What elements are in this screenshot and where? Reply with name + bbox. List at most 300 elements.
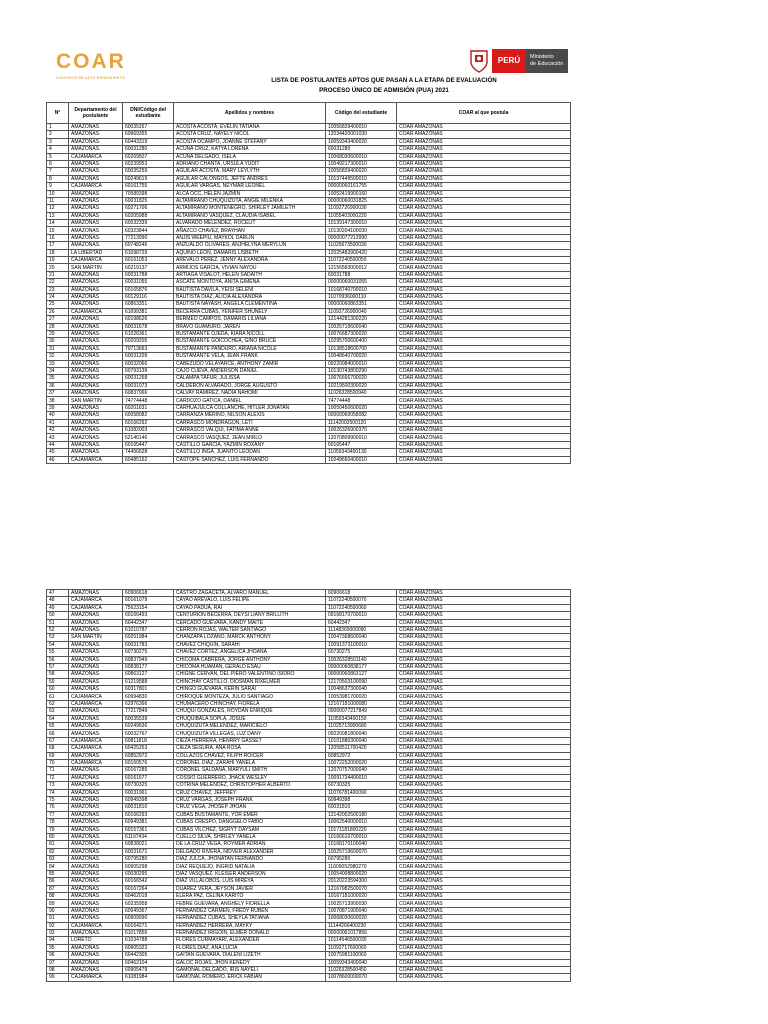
cell-department: AMAZONAS (69, 412, 123, 419)
cell-coar: COAR AMAZONAS (397, 663, 571, 670)
cell-department: AMAZONAS (69, 848, 123, 855)
cell-department: AMAZONAS (69, 686, 123, 693)
cell-coar: COAR AMAZONAS (397, 745, 571, 752)
cell-full-name: CAYAO AREVALO, LUIS FELIPE (174, 597, 326, 604)
cell-coar: COAR AMAZONAS (397, 397, 571, 404)
table-row (47, 922, 571, 929)
table-row (47, 160, 571, 167)
cell-student-code: 60442347 (326, 619, 397, 626)
cell-department: CAJAMARCA (69, 597, 123, 604)
cell-student-code: 11072240500050 (326, 257, 397, 264)
cell-coar: COAR AMAZONAS (397, 146, 571, 153)
cell-department: AMAZONAS (69, 870, 123, 877)
cell-full-name: COTRINA MELENDEZ, CHRISTOPHER ALBERTO (174, 782, 326, 789)
cell-student-code: 10050450600020 (326, 404, 397, 411)
cell-department: AMAZONAS (69, 952, 123, 959)
cell-department: CAJAMARCA (69, 974, 123, 981)
table-row (47, 367, 571, 374)
table-row (47, 656, 571, 663)
cell-full-name: DUAREZ VERA, JEYSON JAVIER (174, 885, 326, 892)
cell-dni: 60906618 (123, 590, 174, 597)
cell-department: AMAZONAS (69, 804, 123, 811)
cell-coar: COAR AMAZONAS (397, 205, 571, 212)
cell-full-name: DELGADO RIVERA, NIDVER ALEXANDER (174, 848, 326, 855)
cell-department: AMAZONAS (69, 612, 123, 619)
cell-student-code: 10130204100030 (326, 227, 397, 234)
cell-coar: COAR AMAZONAS (397, 590, 571, 597)
cell-dni: 60166292 (123, 419, 174, 426)
cell-department: AMAZONAS (69, 626, 123, 633)
cell-full-name: CARRASCO VASQUEZ, JEAN MIRLO (174, 434, 326, 441)
cell-department: AMAZONAS (69, 271, 123, 278)
cell-number: 27 (47, 316, 69, 323)
cell-student-code: 11142002500120 (326, 419, 397, 426)
cell-number: 98 (47, 966, 69, 973)
table-row (47, 974, 571, 981)
cell-full-name: ALTAMIRANO MONTENEGRO, SHIRLEY JAMILETH (174, 205, 326, 212)
cell-department: AMAZONAS (69, 826, 123, 833)
cell-department: AMAZONAS (69, 316, 123, 323)
cell-number: 67 (47, 737, 69, 744)
cell-department: CAJAMARCA (69, 153, 123, 160)
cell-number: 6 (47, 160, 69, 167)
cell-dni: 60032066 (123, 360, 174, 367)
cell-full-name: FLORES CURMAYARI, ALEXANDER (174, 937, 326, 944)
cell-number: 79 (47, 826, 69, 833)
cell-coar: COAR AMAZONAS (397, 330, 571, 337)
cell-dni: 77217849 (123, 708, 174, 715)
cell-department: AMAZONAS (69, 190, 123, 197)
cell-student-code: 10171181800220 (326, 826, 397, 833)
cell-dni: 77213990 (123, 234, 174, 241)
cell-department: CAJAMARCA (69, 456, 123, 463)
cell-dni: 60905298 (123, 863, 174, 870)
cell-dni: 75623154 (123, 604, 174, 611)
cell-department: SAN MARTIN (69, 634, 123, 641)
table-row (47, 663, 571, 670)
table-row (47, 345, 571, 352)
cell-department: CAJAMARCA (69, 700, 123, 707)
table-row (47, 929, 571, 936)
cell-student-code: 10091373100010 (326, 641, 397, 648)
cell-full-name: AREVALO PEREZ, JENNY ALEXANDRA (174, 257, 326, 264)
cell-full-name: BUSTAMANTE GOICOCHEA, GINO BRUCE (174, 338, 326, 345)
cell-full-name: CASTRO ZAGACETA, ALVARO MANUEL (174, 590, 326, 597)
cell-number: 88 (47, 893, 69, 900)
cell-number: 12 (47, 205, 69, 212)
cell-number: 5 (47, 153, 69, 160)
cell-full-name: GAMONAL ROMERO, ERICK FABIAN (174, 974, 326, 981)
cell-student-code: 10026326900370 (326, 427, 397, 434)
cell-dni: 61219588 (123, 678, 174, 685)
cell-department: AMAZONAS (69, 959, 123, 966)
cell-full-name: CAJO CUEVA, ANDERSON DANIEL (174, 367, 326, 374)
cell-dni: 60166493 (123, 612, 174, 619)
cell-student-code: 10295700600400 (326, 338, 397, 345)
ministry-name-line2: de Educación (530, 61, 564, 67)
cell-department: AMAZONAS (69, 900, 123, 907)
cell-student-code: 09168170700010 (326, 612, 397, 619)
cell-dni: 61017856 (123, 929, 174, 936)
cell-student-code: 20120223594300 (326, 878, 397, 885)
cell-full-name: BUSTAMANTE VELA, JEAN FRANK (174, 353, 326, 360)
cell-student-code: 11025673500030 (326, 242, 397, 249)
cell-coar: COAR AMAZONAS (397, 353, 571, 360)
cell-full-name: CARRASCO MONDRAGON, LETI (174, 419, 326, 426)
cell-student-code: 11148365000090 (326, 626, 397, 633)
cell-dni: 60031961 (123, 789, 174, 796)
table-row (47, 353, 571, 360)
cell-number: 4 (47, 146, 69, 153)
cell-student-code: 10056839400010 (326, 124, 397, 131)
cell-full-name: ACOSTA CRUZ, NAYELY NICOL (174, 131, 326, 138)
table-body-page2 (47, 590, 571, 982)
cell-full-name: CHICOMA CABRERA, JORGE ANTHONY (174, 656, 326, 663)
cell-student-code: 12167181000080 (326, 700, 397, 707)
cell-dni: 60166542 (123, 878, 174, 885)
table-row (47, 434, 571, 441)
cell-full-name: CIEZA SEGURA, ANA ROSA (174, 745, 326, 752)
cell-dni: 60198626 (123, 316, 174, 323)
table-row (47, 966, 571, 973)
cell-department: AMAZONAS (69, 619, 123, 626)
cell-full-name: AÑAZCO CHAVEZ, BRAYHAN (174, 227, 326, 234)
cell-coar: COAR AMAZONAS (397, 604, 571, 611)
cell-student-code: 10075981100060 (326, 952, 397, 959)
cell-number: 35 (47, 375, 69, 382)
table-row (47, 870, 571, 877)
cell-department: AMAZONAS (69, 419, 123, 426)
cell-department: AMAZONAS (69, 663, 123, 670)
cell-dni: 60462018 (123, 893, 174, 900)
cell-number: 52 (47, 626, 69, 633)
cell-dni: 60031671 (123, 848, 174, 855)
cell-full-name: AGUILAR ACOSTA, MARY LEYLYTH (174, 168, 326, 175)
cell-student-code: 12025483900420 (326, 249, 397, 256)
cell-student-code: 00000060058082 (326, 412, 397, 419)
cell-full-name: CHICOMA HUAMAN, GERALD ESAU (174, 663, 326, 670)
cell-number: 16 (47, 234, 69, 241)
cell-full-name: CALAMPA TAFUR, JULISSA (174, 375, 326, 382)
table-row (47, 634, 571, 641)
cell-full-name: ALVARADO MELENDEZ, ROCELIT (174, 220, 326, 227)
cell-coar: COAR AMAZONAS (397, 752, 571, 759)
cell-coar: COAR AMAZONAS (397, 715, 571, 722)
table-row (47, 937, 571, 944)
cell-coar: COAR AMAZONAS (397, 160, 571, 167)
cell-number: 69 (47, 752, 69, 759)
cell-dni: 60994830 (123, 693, 174, 700)
cell-number: 8 (47, 175, 69, 182)
cell-full-name: FERNANDEZ HERRERA, MAYKY (174, 922, 326, 929)
cell-coar: COAR AMAZONAS (397, 671, 571, 678)
cell-dni: 60205988 (123, 212, 174, 219)
cell-student-code: 00000060031055 (326, 279, 397, 286)
cell-coar: COAR AMAZONAS (397, 293, 571, 300)
table-row (47, 833, 571, 840)
cell-full-name: CRUZ CHAVEZ, JEFFREY (174, 789, 326, 796)
cell-student-code: 10025713900030 (326, 900, 397, 907)
cell-dni: 60269507 (123, 153, 174, 160)
cell-student-code: 11055403000220 (326, 212, 397, 219)
cell-student-code: 74774448 (326, 397, 397, 404)
title-line2: PROCESO ÚNICO DE ADMISIÓN (PUA) 2021 (319, 87, 449, 94)
cell-number: 3 (47, 138, 69, 145)
cell-full-name: CENTURION BECERRA, DEYSI LIANY BRILLITH (174, 612, 326, 619)
table-row (47, 441, 571, 448)
cell-dni: 60031678 (123, 323, 174, 330)
table-row (47, 863, 571, 870)
cell-dni: 60201631 (123, 404, 174, 411)
cell-full-name: CHUQUIZUTA MELENDEZ, MARICIELO (174, 723, 326, 730)
cell-full-name: CUBAS VILCHEZ, SIGRYT DAYSAM (174, 826, 326, 833)
table-row (47, 759, 571, 766)
cell-dni: 60209205 (123, 338, 174, 345)
cell-dni: 60949398 (123, 796, 174, 803)
cell-full-name: CABEZUDO VELAYARCE, ANTHONY ZAMIR (174, 360, 326, 367)
cell-coar: COAR AMAZONAS (397, 434, 571, 441)
cell-number: 7 (47, 168, 69, 175)
cell-number: 94 (47, 937, 69, 944)
cell-dni: 60863127 (123, 671, 174, 678)
cell-student-code: 00000060863127 (326, 671, 397, 678)
cell-department: CAJAMARCA (69, 922, 123, 929)
cell-full-name: ACOSTA ACOSTA, EVELIN TATIANA (174, 124, 326, 131)
cell-full-name: CHUQUI GONZALES, ROYDAN ENRIQUE (174, 708, 326, 715)
cell-department: AMAZONAS (69, 160, 123, 167)
cell-dni: 61010787 (123, 626, 174, 633)
cell-number: 84 (47, 863, 69, 870)
cell-number: 14 (47, 220, 69, 227)
coar-logo-word: COAR (56, 50, 126, 73)
cell-dni: 74456628 (123, 449, 174, 456)
cell-dni: 60249619 (123, 175, 174, 182)
cell-number: 32 (47, 353, 69, 360)
cell-student-code: 10166610700010 (326, 833, 397, 840)
cell-department: AMAZONAS (69, 678, 123, 685)
cell-full-name: CARDOZO GATICA, DANIEL (174, 397, 326, 404)
cell-dni: 60160576 (123, 759, 174, 766)
cell-student-code: 60795280 (326, 856, 397, 863)
cell-dni: 70589398 (123, 190, 174, 197)
cell-full-name: FERNANDEZ CUBAS, SHEYLA TATIANA (174, 915, 326, 922)
table-row (47, 752, 571, 759)
cell-number: 1 (47, 124, 69, 131)
table-row (47, 397, 571, 404)
cell-full-name: CHUMACERO CHINCHAY, FIORELA (174, 700, 326, 707)
cell-department: AMAZONAS (69, 131, 123, 138)
cell-number: 60 (47, 686, 69, 693)
cell-department: AMAZONAS (69, 360, 123, 367)
cell-dni: 60129116 (123, 293, 174, 300)
cell-number: 51 (47, 619, 69, 626)
cell-coar: COAR AMAZONAS (397, 242, 571, 249)
cell-department: AMAZONAS (69, 966, 123, 973)
cell-number: 62 (47, 700, 69, 707)
cell-coar: COAR AMAZONAS (397, 124, 571, 131)
cell-full-name: ACOSTA OCAMPO, JOANNE STEFANY (174, 138, 326, 145)
cell-full-name: DIAZ JULCA, JHONATAN FERNANDO (174, 856, 326, 863)
cell-student-code: 09220081800040 (326, 730, 397, 737)
cell-number: 29 (47, 330, 69, 337)
cell-number: 33 (47, 360, 69, 367)
table-row (47, 723, 571, 730)
table-body-page1 (47, 124, 571, 464)
cell-department: AMAZONAS (69, 434, 123, 441)
cell-department: AMAZONAS (69, 752, 123, 759)
cell-department: LA LIBERTAD (69, 249, 123, 256)
table-row (47, 138, 571, 145)
cell-department: AMAZONAS (69, 449, 123, 456)
cell-number: 40 (47, 412, 69, 419)
cell-number: 2 (47, 131, 69, 138)
cell-coar: COAR AMAZONAS (397, 649, 571, 656)
cell-coar: COAR AMAZONAS (397, 693, 571, 700)
cell-coar: COAR AMAZONAS (397, 789, 571, 796)
cell-student-code: 60949398 (326, 796, 397, 803)
cell-student-code: 10048640700020 (326, 353, 397, 360)
cell-coar: COAR AMAZONAS (397, 338, 571, 345)
cell-student-code: 00000060161755 (326, 183, 397, 190)
table-row (47, 796, 571, 803)
cell-dni: 60219137 (123, 264, 174, 271)
cell-student-code: 10078600000070 (326, 974, 397, 981)
cell-student-code: 00000061017856 (326, 929, 397, 936)
table-row (47, 715, 571, 722)
table-row (47, 449, 571, 456)
cell-coar: COAR AMAZONAS (397, 367, 571, 374)
table-row (47, 619, 571, 626)
cell-student-code: 09220084000010 (326, 360, 397, 367)
cell-coar: COAR AMAZONAS (397, 449, 571, 456)
cell-coar: COAR AMAZONAS (397, 937, 571, 944)
cell-dni: 60730275 (123, 649, 174, 656)
cell-department: AMAZONAS (69, 293, 123, 300)
applicants-table-page2 (46, 589, 571, 982)
cell-dni: 60239953 (123, 160, 174, 167)
cell-student-code: 60730275 (326, 649, 397, 656)
cell-dni: 60031055 (123, 279, 174, 286)
cell-coar: COAR AMAZONAS (397, 870, 571, 877)
cell-dni: 60271706 (123, 205, 174, 212)
cell-student-code: 11092717600060 (326, 944, 397, 951)
cell-coar: COAR AMAZONAS (397, 441, 571, 448)
cell-student-code: 10137449500010 (326, 175, 397, 182)
cell-student-code: 60906618 (326, 590, 397, 597)
table-row (47, 590, 571, 597)
cell-department: AMAZONAS (69, 404, 123, 411)
cell-number: 10 (47, 190, 69, 197)
cell-student-code: 10059343400040 (326, 959, 397, 966)
cell-coar: COAR AMAZONAS (397, 286, 571, 293)
cell-number: 68 (47, 745, 69, 752)
cell-number: 96 (47, 952, 69, 959)
cell-number: 59 (47, 678, 69, 685)
cell-number: 48 (47, 597, 69, 604)
cell-dni: 60748246 (123, 242, 174, 249)
cell-full-name: CARRANZA MERINO, NILSON ALEXIS (174, 412, 326, 419)
cell-dni: 60443319 (123, 138, 174, 145)
cell-student-code: 11092726900030 (326, 205, 397, 212)
cell-dni: 60031788 (123, 271, 174, 278)
cell-coar: COAR AMAZONAS (397, 323, 571, 330)
cell-department: AMAZONAS (69, 197, 123, 204)
cell-department: AMAZONAS (69, 338, 123, 345)
cell-coar: COAR AMAZONAS (397, 686, 571, 693)
cell-coar: COAR AMAZONAS (397, 856, 571, 863)
cell-coar: COAR AMAZONAS (397, 271, 571, 278)
cell-student-code: 11025713900680 (326, 723, 397, 730)
cell-number: 87 (47, 885, 69, 892)
cell-number: 89 (47, 900, 69, 907)
cell-coar: COAR AMAZONAS (397, 190, 571, 197)
table-row (47, 205, 571, 212)
cell-dni: 60442305 (123, 952, 174, 959)
cell-full-name: CALDERON ALVARADO, JORGE AUGUSTO (174, 382, 326, 389)
cell-department: AMAZONAS (69, 353, 123, 360)
cell-student-code: 10025719600070 (326, 848, 397, 855)
applicants-table-page1 (46, 102, 571, 464)
cell-department: AMAZONAS (69, 323, 123, 330)
table-row (47, 308, 571, 315)
table-row (47, 212, 571, 219)
cell-department: AMAZONAS (69, 330, 123, 337)
cell-full-name: BAUTISTA NAYASH, ANGELA CLEMENTINA (174, 301, 326, 308)
cell-dni: 60161053 (123, 257, 174, 264)
cell-student-code: 12144281300220 (326, 316, 397, 323)
table-row (47, 293, 571, 300)
cell-department: CAJAMARCA (69, 183, 123, 190)
cell-number: 86 (47, 878, 69, 885)
cell-number: 76 (47, 804, 69, 811)
cell-coar: COAR AMAZONAS (397, 737, 571, 744)
cell-coar: COAR AMAZONAS (397, 390, 571, 397)
table-row (47, 782, 571, 789)
cell-department: AMAZONAS (69, 390, 123, 397)
table-row (47, 686, 571, 693)
cell-student-code: 11076781400090 (326, 789, 397, 796)
cell-full-name: ARTIAGA VISALOT, HELEN SADAITH (174, 271, 326, 278)
cell-dni: 60157361 (123, 826, 174, 833)
table-row (47, 693, 571, 700)
cell-dni: 60167285 (123, 767, 174, 774)
cell-full-name: ACUÑA CRUZ, KATYA LORENA (174, 146, 326, 153)
cell-full-name: ADRIANO CHANTA, URSULA YUDIT (174, 160, 326, 167)
cell-number: 19 (47, 257, 69, 264)
cell-dni: 60969355 (123, 131, 174, 138)
table-row (47, 730, 571, 737)
cell-department: AMAZONAS (69, 863, 123, 870)
cell-dni: 60949367 (123, 907, 174, 914)
cell-number: 77 (47, 811, 69, 818)
cell-student-code: 10101880300040 (326, 737, 397, 744)
table-row (47, 382, 571, 389)
cell-number: 61 (47, 693, 69, 700)
table-row (47, 419, 571, 426)
cell-department: AMAZONAS (69, 205, 123, 212)
cell-number: 26 (47, 308, 69, 315)
cell-full-name: FERNANDEZ IRIGOIN, ELMER DONALD (174, 929, 326, 936)
cell-student-code: 12070809900010 (326, 434, 397, 441)
cell-student-code: 10056839400020 (326, 168, 397, 175)
cell-department: AMAZONAS (69, 375, 123, 382)
table-row (47, 944, 571, 951)
cell-coar: COAR AMAZONAS (397, 308, 571, 315)
cell-coar: COAR AMAZONAS (397, 382, 571, 389)
table-row (47, 330, 571, 337)
cell-student-code: 60031810 (326, 804, 397, 811)
cell-department: AMAZONAS (69, 138, 123, 145)
